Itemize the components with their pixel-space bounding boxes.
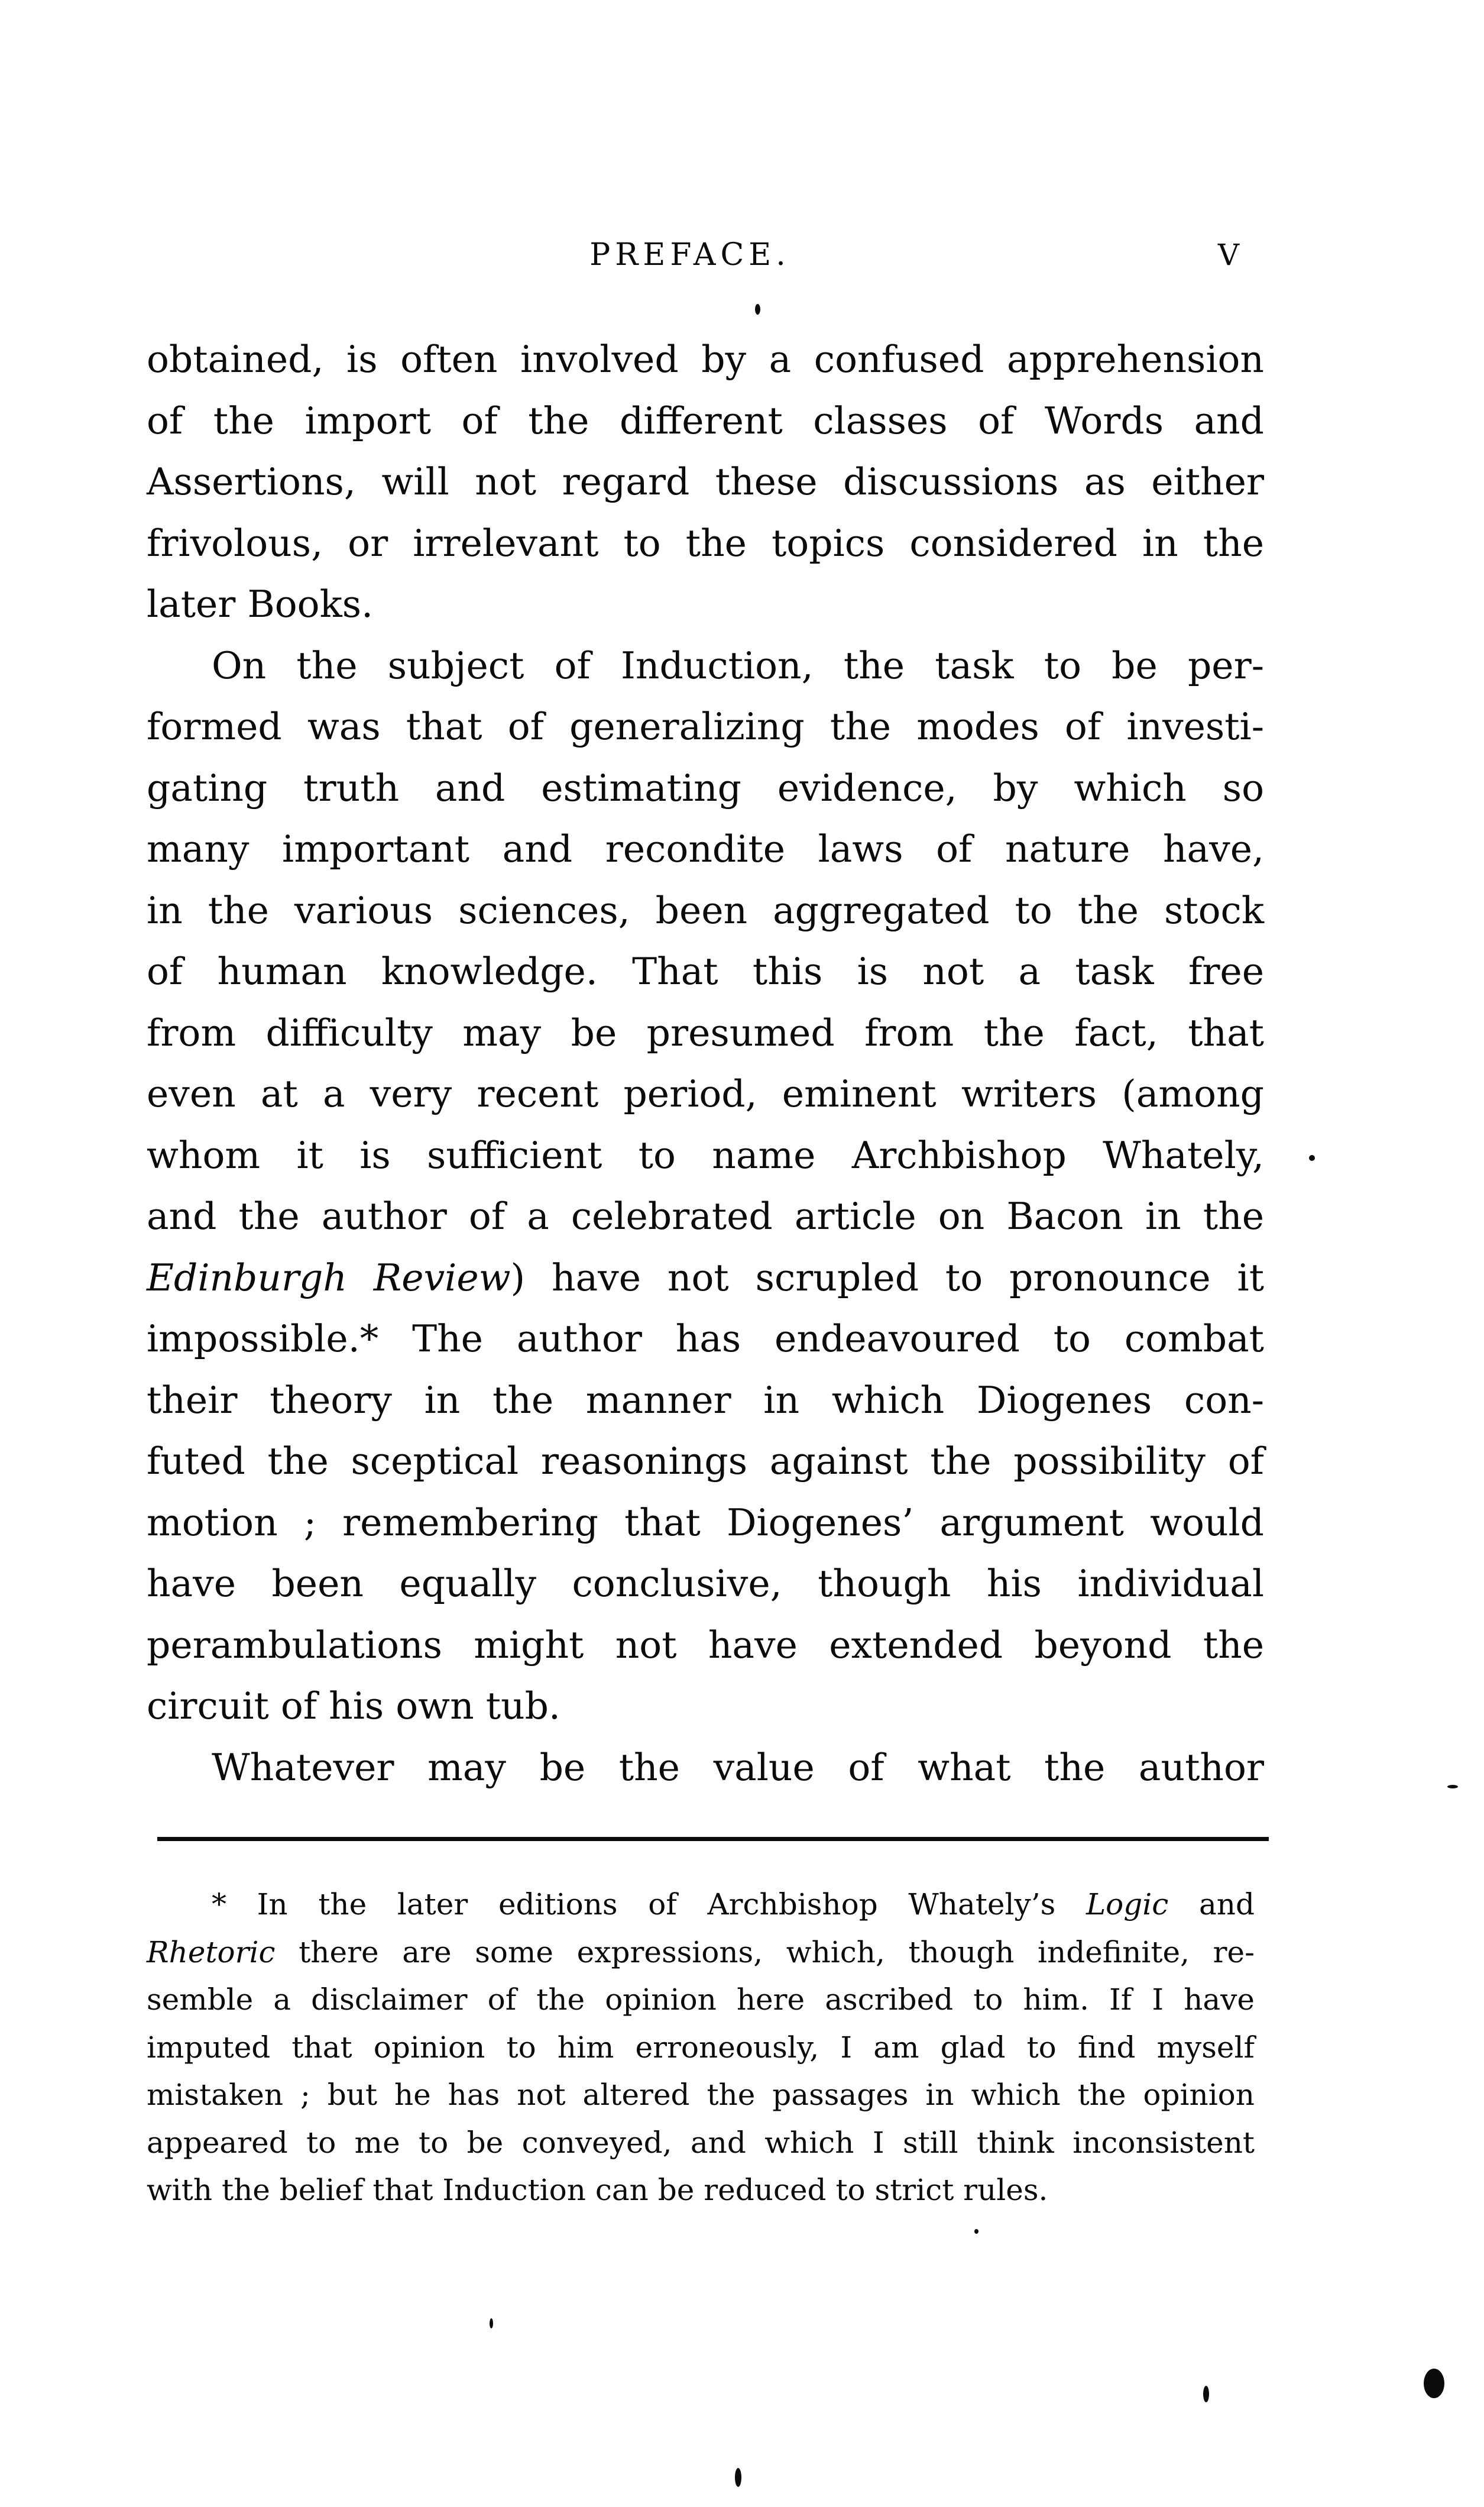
text-segment: gating truth and estimating evidence, by which so xyxy=(147,766,1264,810)
text-segment: appeared to me to be conveyed, and which I still think inconsistent xyxy=(147,2125,1255,2160)
text-segment: * In the later editions of Archbishop Whately’s xyxy=(212,1887,1086,1922)
text-line xyxy=(147,1881,1255,1929)
text-line xyxy=(147,1553,1264,1615)
text-line xyxy=(147,1125,1264,1186)
ink-speck xyxy=(755,304,760,315)
text-segment: their theory in the manner in which Diogenes con- xyxy=(147,1378,1264,1422)
text-segment: mistaken ; but he has not altered the passages in which the opinion xyxy=(147,2078,1255,2112)
page-title: PREFACE. xyxy=(589,237,790,273)
text-line xyxy=(147,880,1264,942)
text-segment: impossible.* The author has endeavoured to combat xyxy=(147,1317,1264,1360)
text-line xyxy=(147,1002,1264,1064)
footnote-block xyxy=(147,1881,1255,2214)
text-segment: Assertions, will not regard these discussions as either xyxy=(147,460,1264,503)
text-line xyxy=(147,1431,1264,1492)
italic-text-segment: Edinburgh Review xyxy=(147,1256,511,1299)
text-segment: there are some expressions, which, though indefinite, re- xyxy=(275,1935,1255,1969)
ink-speck xyxy=(490,2318,493,2328)
text-segment: formed was that of generalizing the modes of investi- xyxy=(147,705,1264,748)
text-line xyxy=(147,2024,1255,2072)
text-line xyxy=(147,1976,1255,2024)
text-line xyxy=(147,819,1264,880)
text-line xyxy=(147,2119,1255,2167)
text-line xyxy=(147,1737,1264,1798)
text-segment: frivolous, or irrelevant to the topics considered in the xyxy=(147,521,1264,565)
text-line xyxy=(147,1492,1264,1554)
italic-text-segment: Logic xyxy=(1086,1887,1169,1922)
text-segment: and the author of a celebrated article on Bacon in the xyxy=(147,1195,1264,1238)
ink-speck xyxy=(1424,2369,1444,2398)
text-line xyxy=(147,1615,1264,1676)
text-segment: imputed that opinion to him erroneously, I am glad to find myself xyxy=(147,2030,1255,2065)
ink-speck xyxy=(735,2468,741,2487)
ink-speck xyxy=(974,2229,978,2234)
text-segment: whom it is sufficient to name Archbishop Whately, xyxy=(147,1133,1264,1177)
text-line xyxy=(147,513,1264,574)
text-line xyxy=(147,1063,1264,1125)
text-segment: with the belief that Induction can be reduced to strict rules. xyxy=(147,2173,1048,2207)
text-segment: in the various sciences, been aggregated to the stock xyxy=(147,888,1264,932)
text-segment: even at a very recent period, eminent writers (among xyxy=(147,1072,1264,1115)
text-segment: Whatever may be the value of what the author xyxy=(212,1745,1264,1789)
text-segment: many important and recondite laws of nature have, xyxy=(147,827,1264,871)
page-header xyxy=(147,235,1264,274)
text-line xyxy=(147,1929,1255,1977)
text-line xyxy=(147,329,1264,390)
text-line xyxy=(147,758,1264,819)
text-segment: of the import of the different classes of Words and xyxy=(147,399,1264,442)
body-text-block xyxy=(147,329,1264,1798)
text-line xyxy=(147,1247,1264,1309)
text-line xyxy=(147,574,1264,635)
text-line xyxy=(147,390,1264,452)
page-number: V xyxy=(1217,238,1240,272)
text-segment: circuit of his own tub. xyxy=(147,1684,560,1728)
text-segment: obtained, is often involved by a confused apprehension xyxy=(147,338,1264,381)
text-segment: motion ; remembering that Diogenes’ argument would xyxy=(147,1500,1264,1544)
text-segment: semble a disclaimer of the opinion here ascribed to him. If I have xyxy=(147,1982,1255,2017)
ink-speck xyxy=(1309,1155,1315,1161)
text-line xyxy=(147,1675,1264,1737)
text-segment: futed the sceptical reasonings against the possibility of xyxy=(147,1439,1264,1483)
text-segment: perambulations might not have extended beyond the xyxy=(147,1623,1264,1667)
text-segment: later Books. xyxy=(147,583,374,626)
footnote-divider-rule xyxy=(157,1837,1269,1841)
ink-speck xyxy=(1447,1785,1458,1788)
italic-text-segment: Rhetoric xyxy=(147,1935,276,1969)
text-line xyxy=(147,1308,1264,1370)
text-segment: have been equally conclusive, though his individual xyxy=(147,1562,1264,1605)
text-segment: and xyxy=(1168,1887,1255,1922)
text-segment: of human knowledge. That this is not a task free xyxy=(147,950,1264,993)
text-line xyxy=(147,1186,1264,1247)
text-segment: ) have not scrupled to pronounce it xyxy=(510,1256,1265,1299)
text-line xyxy=(147,1370,1264,1431)
text-segment: from difficulty may be presumed from the fact, that xyxy=(147,1011,1264,1054)
text-line xyxy=(147,635,1264,697)
text-line xyxy=(147,2071,1255,2119)
text-segment: On the subject of Induction, the task to be per- xyxy=(212,643,1264,687)
text-line xyxy=(147,696,1264,758)
text-line xyxy=(147,941,1264,1002)
ink-speck xyxy=(1203,2386,1209,2402)
text-line xyxy=(147,451,1264,513)
text-line xyxy=(147,2166,1255,2214)
